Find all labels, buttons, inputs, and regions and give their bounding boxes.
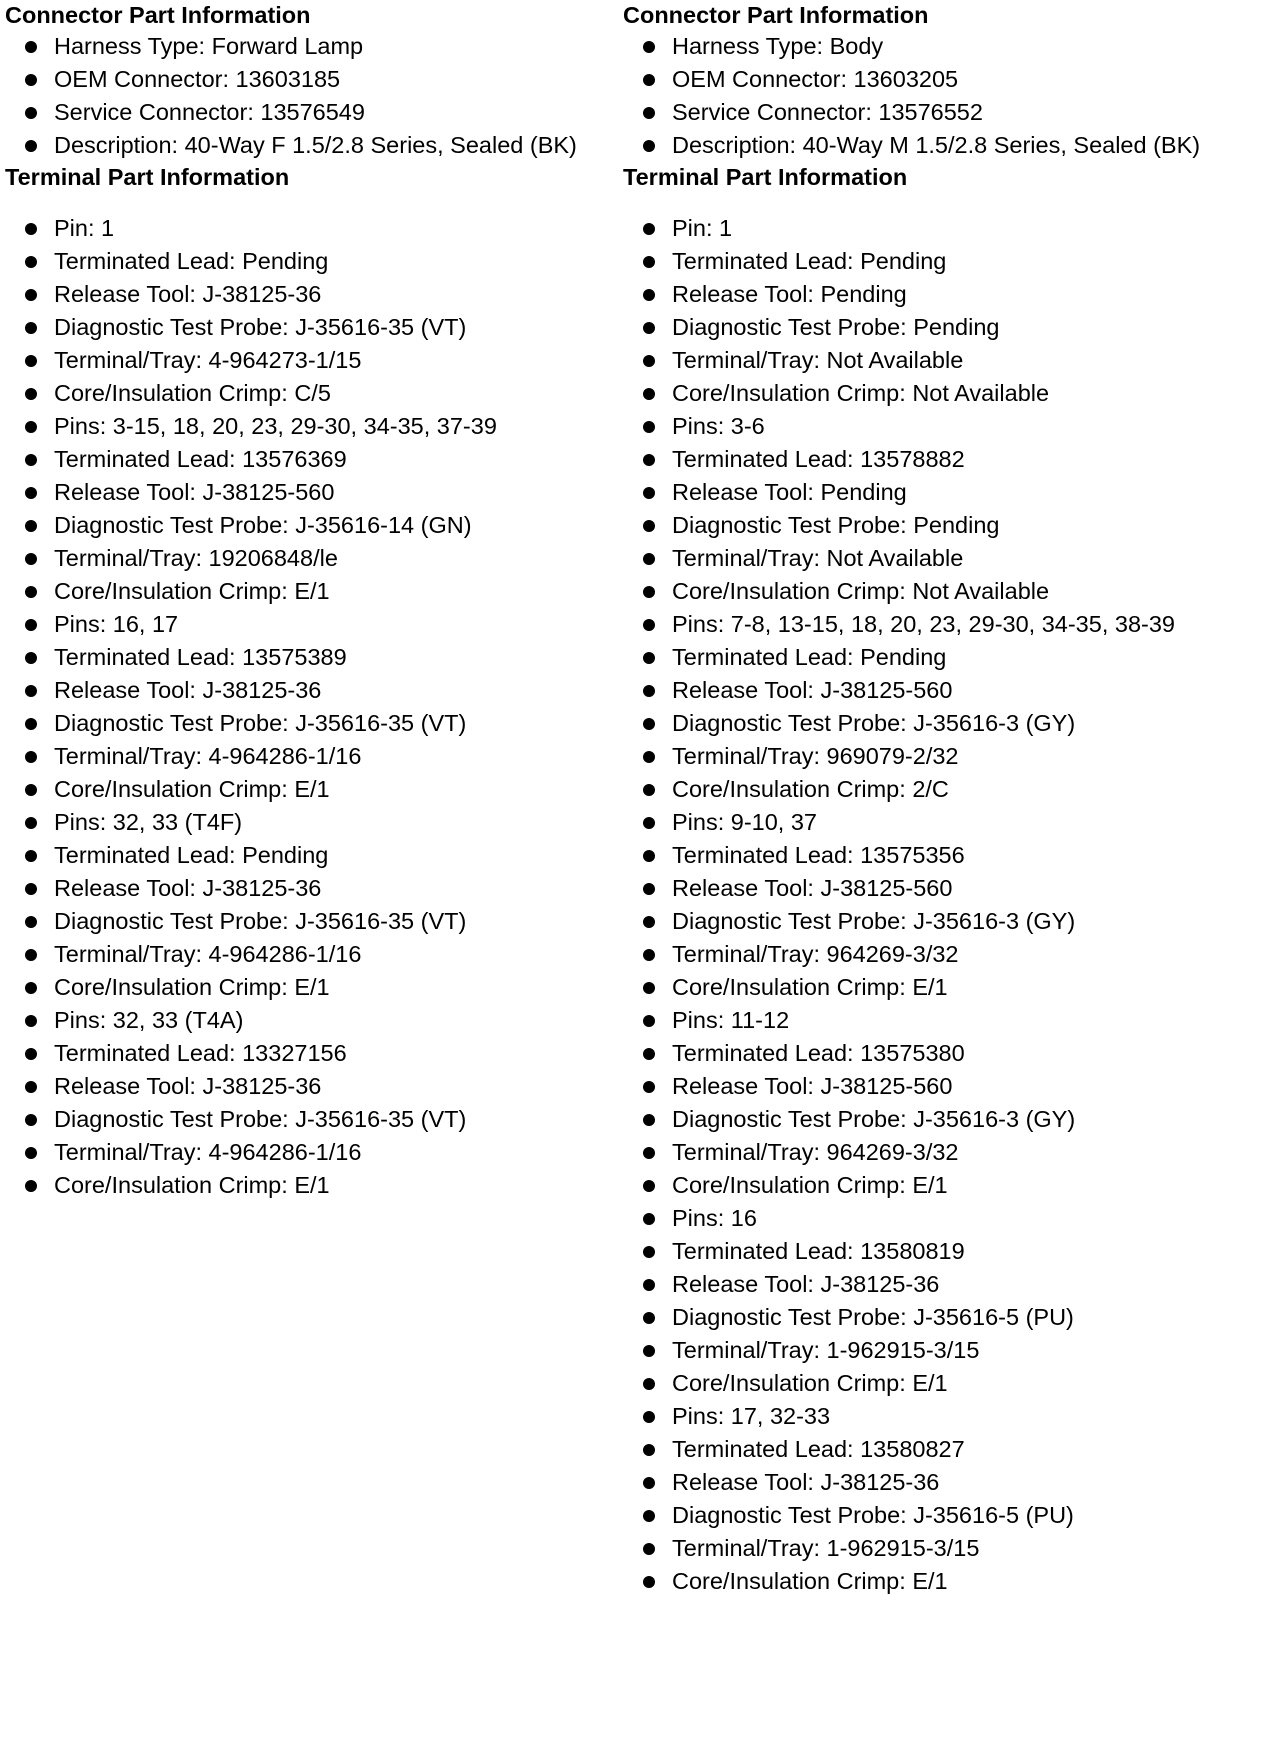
terminal-item: Diagnostic Test Probe: J-35616-35 (VT) xyxy=(5,1103,620,1136)
right-column xyxy=(623,0,1253,1598)
terminal-group xyxy=(5,410,620,608)
terminal-item: Diagnostic Test Probe: Pending xyxy=(623,509,1253,542)
terminal-group xyxy=(5,806,620,1004)
terminal-group xyxy=(623,1202,1253,1400)
terminal-item: Pins: 3-15, 18, 20, 23, 29-30, 34-35, 37-39 xyxy=(5,410,620,443)
connector-item: Service Connector: 13576549 xyxy=(5,96,620,129)
terminal-item: Release Tool: J-38125-560 xyxy=(5,476,620,509)
terminal-item: Terminated Lead: 13580819 xyxy=(623,1235,1253,1268)
terminal-item: Diagnostic Test Probe: J-35616-5 (PU) xyxy=(623,1499,1253,1532)
connector-heading: Connector Part Information xyxy=(5,2,311,28)
terminal-group xyxy=(623,1400,1253,1598)
terminal-item: Terminated Lead: 13578882 xyxy=(623,443,1253,476)
terminal-item: Diagnostic Test Probe: J-35616-35 (VT) xyxy=(5,905,620,938)
terminal-item: Pins: 7-8, 13-15, 18, 20, 23, 29-30, 34-35, 38-39 xyxy=(623,608,1253,641)
terminal-item: Terminated Lead: 13580827 xyxy=(623,1433,1253,1466)
terminal-group xyxy=(5,1004,620,1202)
terminal-item: Pins: 17, 32-33 xyxy=(623,1400,1253,1433)
terminal-item: Diagnostic Test Probe: J-35616-5 (PU) xyxy=(623,1301,1253,1334)
terminal-item: Pin: 1 xyxy=(623,212,1253,245)
terminal-item: Release Tool: Pending xyxy=(623,278,1253,311)
terminal-item: Terminated Lead: 13575380 xyxy=(623,1037,1253,1070)
terminal-item: Terminal/Tray: Not Available xyxy=(623,344,1253,377)
connector-item: OEM Connector: 13603185 xyxy=(5,63,620,96)
terminal-item: Core/Insulation Crimp: E/1 xyxy=(623,1169,1253,1202)
terminal-item: Terminal/Tray: 4-964286-1/16 xyxy=(5,740,620,773)
terminal-item: Diagnostic Test Probe: J-35616-35 (VT) xyxy=(5,707,620,740)
terminal-item: Pins: 9-10, 37 xyxy=(623,806,1253,839)
terminal-item: Pins: 32, 33 (T4F) xyxy=(5,806,620,839)
connector-item: Harness Type: Forward Lamp xyxy=(5,30,620,63)
terminal-item: Core/Insulation Crimp: Not Available xyxy=(623,575,1253,608)
terminal-heading: Terminal Part Information xyxy=(623,164,908,190)
left-column xyxy=(5,0,620,1202)
terminal-item: Pins: 3-6 xyxy=(623,410,1253,443)
terminal-item: Release Tool: J-38125-36 xyxy=(5,674,620,707)
terminal-item: Terminal/Tray: 1-962915-3/15 xyxy=(623,1532,1253,1565)
terminal-group xyxy=(623,212,1253,410)
terminal-item: Terminated Lead: Pending xyxy=(5,245,620,278)
terminal-item: Pins: 16, 17 xyxy=(5,608,620,641)
terminal-item: Diagnostic Test Probe: J-35616-3 (GY) xyxy=(623,707,1253,740)
terminal-item: Pins: 32, 33 (T4A) xyxy=(5,1004,620,1037)
connector-item: OEM Connector: 13603205 xyxy=(623,63,1253,96)
terminal-item: Core/Insulation Crimp: E/1 xyxy=(623,1565,1253,1598)
terminal-item: Terminated Lead: Pending xyxy=(623,245,1253,278)
terminal-item: Terminal/Tray: 4-964273-1/15 xyxy=(5,344,620,377)
terminal-item: Core/Insulation Crimp: E/1 xyxy=(5,773,620,806)
connector-item: Description: 40-Way F 1.5/2.8 Series, Sealed (BK) xyxy=(5,129,620,162)
terminal-item: Release Tool: J-38125-560 xyxy=(623,872,1253,905)
connector-list xyxy=(623,30,1253,162)
terminal-item: Release Tool: J-38125-36 xyxy=(5,872,620,905)
terminal-item: Terminated Lead: Pending xyxy=(623,641,1253,674)
terminal-groups xyxy=(5,212,620,1202)
connector-heading: Connector Part Information xyxy=(623,2,929,28)
terminal-heading: Terminal Part Information xyxy=(5,164,290,190)
terminal-item: Terminated Lead: 13575389 xyxy=(5,641,620,674)
terminal-group xyxy=(5,608,620,806)
terminal-item: Core/Insulation Crimp: E/1 xyxy=(5,1169,620,1202)
terminal-item: Release Tool: J-38125-36 xyxy=(5,278,620,311)
connector-item: Harness Type: Body xyxy=(623,30,1253,63)
terminal-item: Pins: 16 xyxy=(623,1202,1253,1235)
terminal-item: Terminal/Tray: 964269-3/32 xyxy=(623,1136,1253,1169)
terminal-item: Terminated Lead: Pending xyxy=(5,839,620,872)
connector-item: Description: 40-Way M 1.5/2.8 Series, Sealed (BK) xyxy=(623,129,1253,162)
terminal-item: Release Tool: J-38125-36 xyxy=(623,1466,1253,1499)
terminal-item: Terminal/Tray: 964269-3/32 xyxy=(623,938,1253,971)
terminal-item: Diagnostic Test Probe: J-35616-35 (VT) xyxy=(5,311,620,344)
connector-list xyxy=(5,30,620,162)
terminal-group xyxy=(623,1004,1253,1202)
terminal-item: Core/Insulation Crimp: Not Available xyxy=(623,377,1253,410)
terminal-item: Terminal/Tray: Not Available xyxy=(623,542,1253,575)
terminal-item: Terminated Lead: 13327156 xyxy=(5,1037,620,1070)
terminal-item: Core/Insulation Crimp: E/1 xyxy=(623,971,1253,1004)
terminal-item: Diagnostic Test Probe: J-35616-14 (GN) xyxy=(5,509,620,542)
terminal-group xyxy=(623,608,1253,806)
terminal-item: Pins: 11-12 xyxy=(623,1004,1253,1037)
terminal-item: Terminal/Tray: 19206848/le xyxy=(5,542,620,575)
terminal-item: Release Tool: Pending xyxy=(623,476,1253,509)
terminal-item: Release Tool: J-38125-560 xyxy=(623,674,1253,707)
terminal-item: Terminal/Tray: 969079-2/32 xyxy=(623,740,1253,773)
terminal-item: Release Tool: J-38125-36 xyxy=(5,1070,620,1103)
terminal-item: Terminated Lead: 13575356 xyxy=(623,839,1253,872)
terminal-item: Release Tool: J-38125-560 xyxy=(623,1070,1253,1103)
terminal-item: Core/Insulation Crimp: C/5 xyxy=(5,377,620,410)
terminal-item: Pin: 1 xyxy=(5,212,620,245)
terminal-group xyxy=(623,806,1253,1004)
terminal-item: Terminated Lead: 13576369 xyxy=(5,443,620,476)
terminal-item: Core/Insulation Crimp: 2/C xyxy=(623,773,1253,806)
terminal-item: Release Tool: J-38125-36 xyxy=(623,1268,1253,1301)
terminal-item: Core/Insulation Crimp: E/1 xyxy=(5,575,620,608)
terminal-group xyxy=(623,410,1253,608)
terminal-item: Terminal/Tray: 4-964286-1/16 xyxy=(5,938,620,971)
terminal-item: Terminal/Tray: 4-964286-1/16 xyxy=(5,1136,620,1169)
terminal-item: Diagnostic Test Probe: J-35616-3 (GY) xyxy=(623,905,1253,938)
terminal-item: Diagnostic Test Probe: Pending xyxy=(623,311,1253,344)
terminal-item: Terminal/Tray: 1-962915-3/15 xyxy=(623,1334,1253,1367)
terminal-group xyxy=(5,212,620,410)
terminal-item: Core/Insulation Crimp: E/1 xyxy=(623,1367,1253,1400)
connector-item: Service Connector: 13576552 xyxy=(623,96,1253,129)
terminal-item: Core/Insulation Crimp: E/1 xyxy=(5,971,620,1004)
terminal-item: Diagnostic Test Probe: J-35616-3 (GY) xyxy=(623,1103,1253,1136)
terminal-groups xyxy=(623,212,1253,1598)
